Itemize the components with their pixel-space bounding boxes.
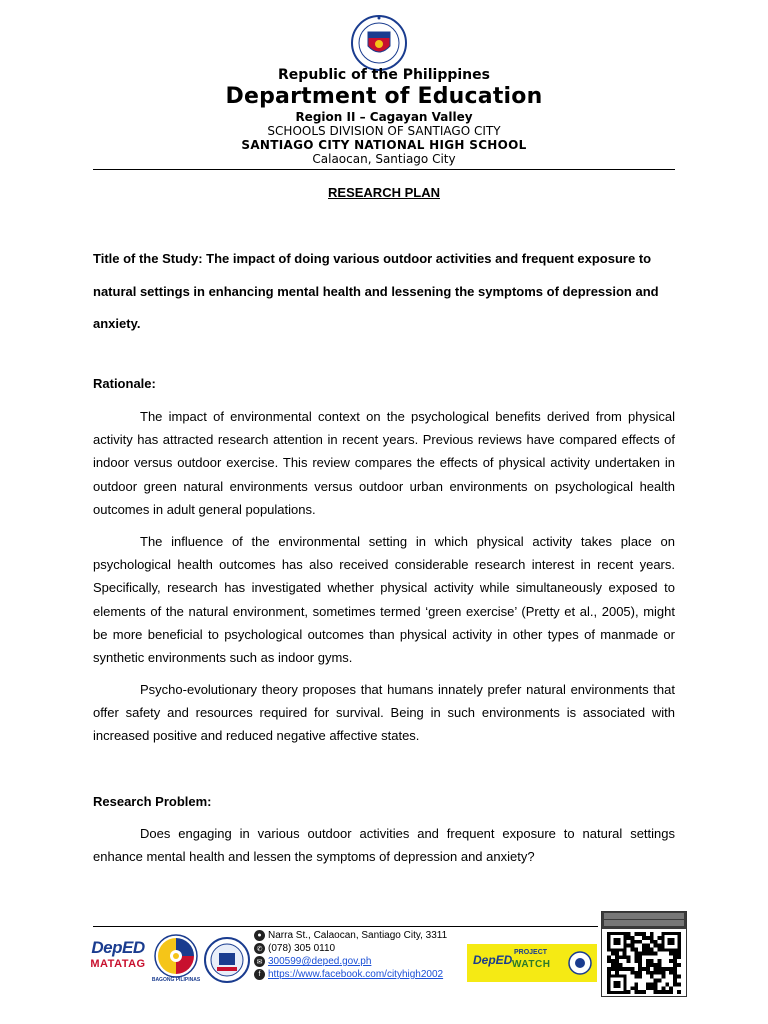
project-text: PROJECT	[514, 949, 548, 956]
watch-deped-text: DepED	[473, 953, 513, 967]
rationale-paragraph: Psycho-evolutionary theory proposes that humans innately prefer natural environments that offer safety and resources required for survival. Being in such environments is associated with increased positive and reduced negative affective states.	[93, 682, 675, 744]
email-link[interactable]: 300599@deped.gov.ph	[268, 956, 372, 967]
header-divider	[93, 169, 675, 170]
footer-divider	[93, 926, 598, 927]
deped-matatag-logo	[90, 938, 146, 970]
email-icon: ✉	[254, 956, 265, 967]
school-address: Calaocan, Santiago City	[312, 152, 456, 166]
republic-title: Republic of the Philippines	[278, 67, 490, 83]
watch-text: WATCH	[512, 959, 551, 970]
footer-address-text: Narra St., Calaocan, Santiago City, 3311	[268, 930, 448, 941]
rationale-paragraph: The impact of environmental context on the psychological benefits derived from physical activity has attracted research attention in recent years. Previous reviews have compared effects of indoor versus outdoor exercise. This review compares the effects of physical activity undertaken in outdoor green natural environments versus outdoor urban environments on psychological health outcomes in adult general populations.	[93, 409, 675, 517]
bagong-pilipinas-label: BAGONG PILIPINAS	[151, 977, 201, 983]
facebook-icon: f	[254, 969, 265, 980]
matatag-logo-text: MATATAG	[90, 958, 146, 970]
qr-code-icon	[606, 932, 682, 994]
footer-email	[254, 956, 371, 967]
phone-icon: ✆	[254, 943, 265, 954]
footer-phone	[254, 943, 335, 954]
project-watch-banner	[467, 944, 597, 982]
research-problem-heading: Research Problem:	[93, 794, 212, 809]
region-title: Region II – Cagayan Valley	[295, 110, 473, 124]
footer-facebook	[254, 969, 443, 980]
qr-caption-band	[602, 912, 686, 929]
deped-logo-text: DepED	[91, 938, 145, 957]
rationale-heading: Rationale:	[93, 376, 156, 391]
deped-seal-logo	[346, 14, 412, 72]
footer-phone-text: (078) 305 0110	[268, 943, 336, 954]
study-title: Title of the Study: The impact of doing various outdoor activities and frequent exposure to natural settings in enhancing mental health and lessening the symptoms of depression and anxiety.	[93, 251, 659, 331]
department-title: Department of Education	[225, 84, 543, 109]
division-title: SCHOOLS DIVISION OF SANTIAGO CITY	[267, 124, 501, 138]
document-title: RESEARCH PLAN	[328, 185, 440, 200]
research-problem-paragraph: Does engaging in various outdoor activities and frequent exposure to natural settings enhance mental health and lessen the symptoms of depression and anxiety?	[93, 826, 675, 865]
facebook-link[interactable]: https://www.facebook.com/cityhigh2002	[268, 969, 444, 980]
qr-code-panel	[601, 911, 687, 997]
rationale-paragraph: The influence of the environmental setting in which physical activity takes place on psychological health outcomes has also received considerable research interest in recent years. Specifically, research has investigated whether physical activity while simultaneously exposed to elements of the natural environment, sometimes termed ‘green exercise’ (Pretty et al., 2005), might be more beneficial to psychological outcomes than physical activity in other types of manmade or synthetic environments such as indoor gyms.	[93, 534, 675, 666]
location-pin-icon: ●	[254, 930, 265, 941]
school-name: SANTIAGO CITY NATIONAL HIGH SCHOOL	[241, 138, 527, 152]
watch-seal-icon	[567, 950, 593, 976]
footer-address	[254, 930, 447, 941]
school-seal-logo	[203, 936, 251, 984]
